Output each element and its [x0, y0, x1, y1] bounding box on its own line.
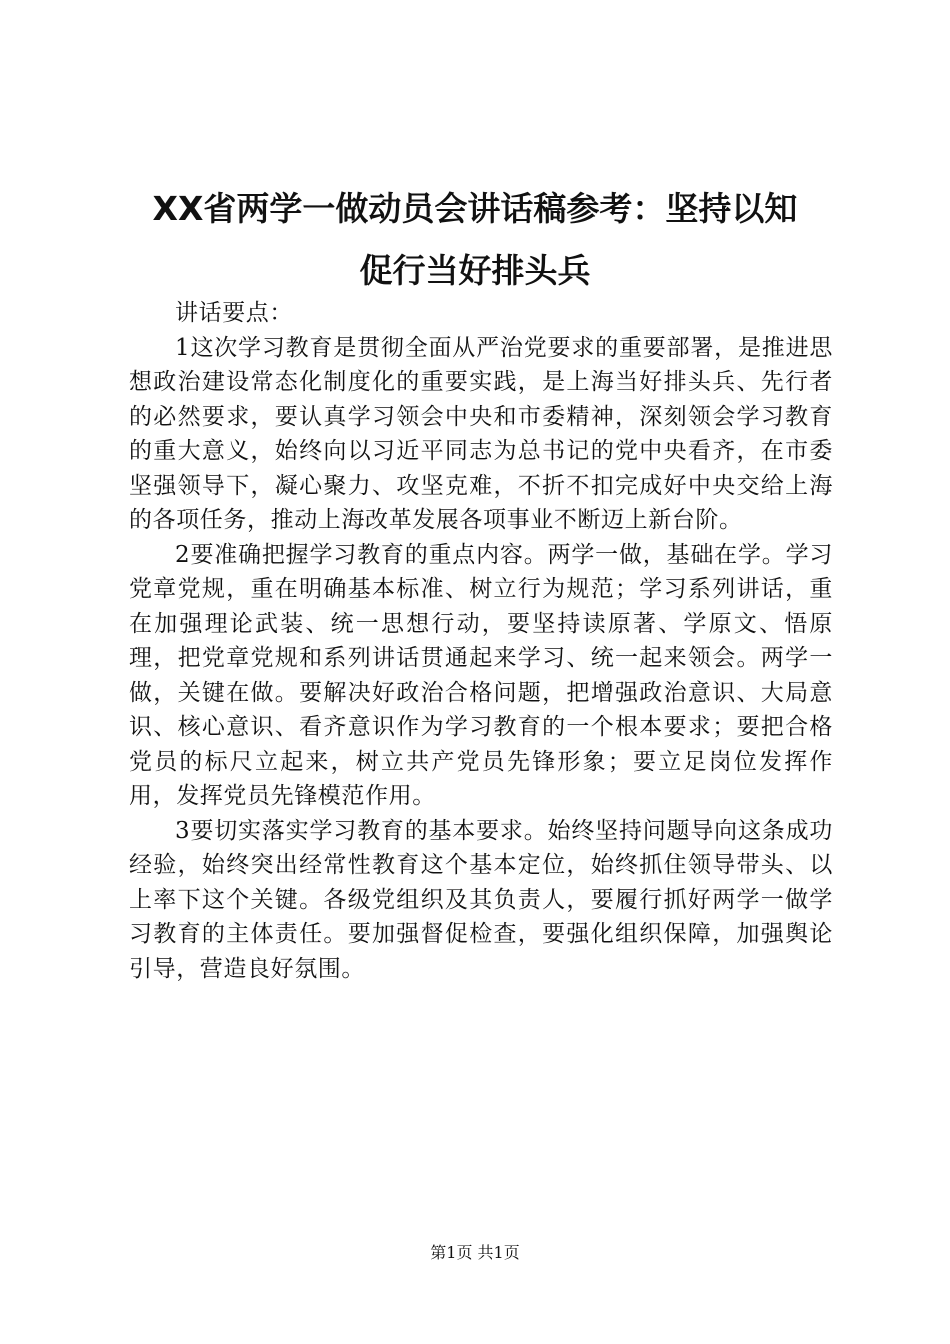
paragraph-2: 2要准确把握学习教育的重点内容。两学一做，基础在学。学习党章党规，重在明确基本标准、树立行为规范；学习系列讲话，重在加强理论武装、统一思想行动，要坚持读原著、学原文、悟原理，把党章党规和系列讲话贯通起来学习、统一起来领会。两学一做，关键在做。要解决好政治合格问题，把增强政治意识、大局意识、核心意识、看齐意识作为学习教育的一个根本要求；要把合格党员的标尺立起来，树立共产党员先锋形象；要立足岗位发挥作用，发挥党员先锋模范作用。 [129, 541, 833, 809]
title-line-2: 促行当好排头兵 [359, 251, 591, 290]
paragraph-1: 1这次学习教育是贯彻全面从严治党要求的重要部署，是推进思想政治建设常态化制度化的重要实践，是上海当好排头兵、先行者的必然要求，要认真学习领会中央和市委精神，深刻领会学习教育的重大意义，始终向以习近平同志为总书记的党中央看齐，在市委坚强领导下，凝心聚力、攻坚克难，不折不扣完成好中央交给上海的各项任务，推动上海改革发展各项事业不断迈上新台阶。 [129, 334, 833, 533]
paragraph-3: 3要切实落实学习教育的基本要求。始终坚持问题导向这条成功经验，始终突出经常性教育这个基本定位，始终抓住领导带头、以上率下这个关键。各级党组织及其负责人，要履行抓好两学一做学习教育的主体责任。要加强督促检查，要强化组织保障，加强舆论引导，营造良好氛围。 [129, 817, 833, 982]
document-body [129, 296, 833, 986]
title-line-1: XX省两学一做动员会讲话稿参考：坚持以知 [152, 189, 798, 228]
document-title [120, 178, 830, 302]
page-footer: 第1页 共1页 [430, 1243, 520, 1262]
speech-points-heading: 讲话要点： [175, 300, 293, 326]
